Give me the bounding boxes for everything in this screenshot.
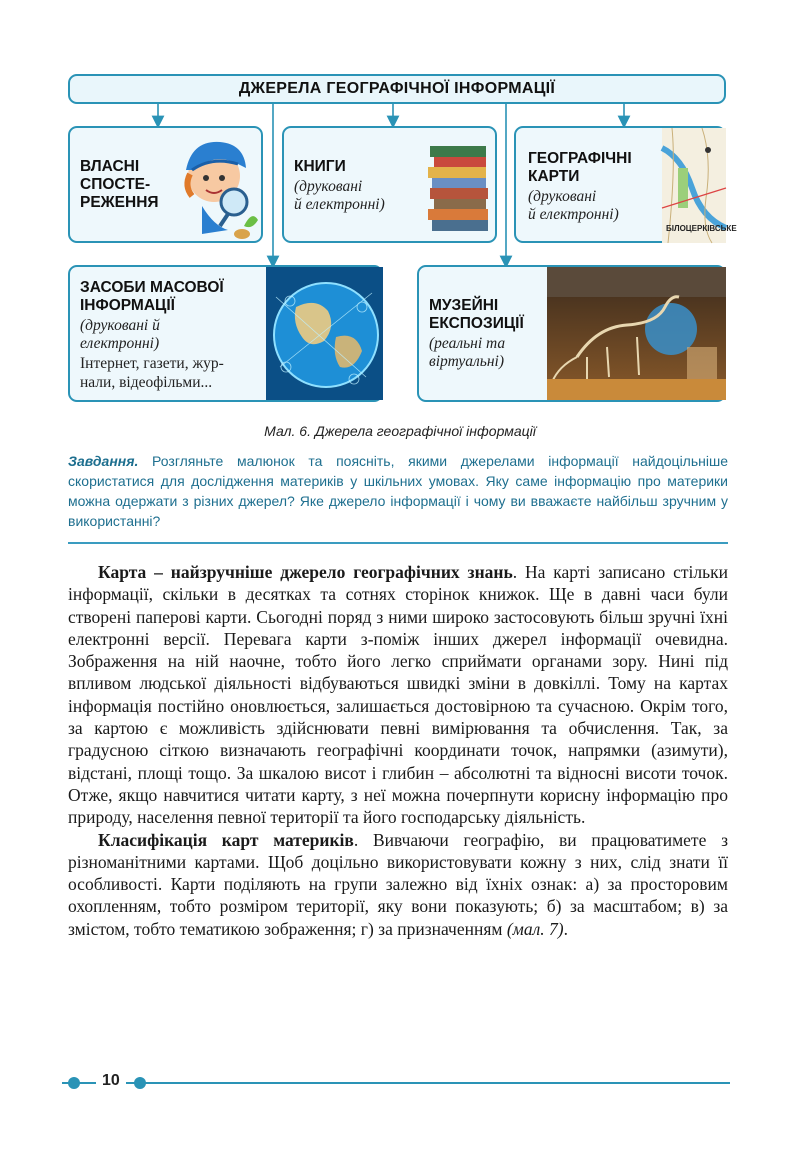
box-museum-label: МУЗЕЙНІ ЕКСПОЗИЦІЇ: [429, 297, 524, 332]
box-observations-label: ВЛАСНІ СПОСТЕ- РЕЖЕННЯ: [80, 158, 159, 211]
child-with-magnifier-illustration: [172, 130, 262, 240]
figure-caption: Мал. 6. Джерела географічної інформації: [264, 423, 536, 439]
task-paragraph: [68, 451, 728, 531]
footer-line: [62, 1082, 730, 1084]
paragraph-classification-text: . Вивчаючи географію, ви працюватимете з різноманітними картами. Щоб доцільно використовувати кожну з них, слід знати її особливості. Карти поділяють на групи залежно від їхніх ознак: а) за просторовим охопленням, тобто розміром території, яку вони показують; б) за масштабом; в) за змістом, тобто тематикою зображення; г) за призначенням: [68, 829, 728, 939]
paragraph-map-heading: Карта – найзручніше джерело географічних знань: [98, 562, 513, 582]
main-text: [68, 561, 728, 940]
page-number: 10: [96, 1072, 126, 1090]
box-books: [282, 126, 497, 243]
museum-dinosaur-illustration: [547, 267, 726, 400]
box-books-sub: (друковані й електронні): [294, 178, 385, 213]
paragraph-map: [68, 561, 728, 829]
box-maps: [514, 126, 737, 243]
books-stack-illustration: [424, 138, 494, 238]
figure-reference: (мал. 7): [506, 918, 564, 939]
box-books-label: КНИГИ: [294, 158, 346, 175]
box-observations: [68, 126, 263, 243]
box-museum-sub: (реальні та віртуальні): [429, 335, 506, 370]
section-divider: [68, 542, 728, 544]
paragraph-classification-end: .: [563, 918, 568, 939]
map-place-name: БІЛОЦЕРКІВСЬКЕ: [666, 224, 737, 233]
box-media: [68, 265, 383, 402]
task-text: Розгляньте малюнок та поясніть, якими джерелами інформації найдоцільніше скористатися для дослідження материків у шкільних умовах. Яку саме інформацію про материки можна одержати з різних джерел? Яке джерело інформації і чому ви вважаєте найбільш зручним у використанні?: [68, 453, 728, 529]
paragraph-map-text: . На карті записано стільки інформації, скільки в десятках та сотнях сторінок книжок. Ще в давні часи були створені паперові карти. Сьогодні поряд з ними широко застосовують більш зручні їхні електронні версії. Перевага карти з-поміж інших джерел інформації очевидна. Зображення на ній наочне, тобто його легко сприймати органами зору. Нині під впливом людської діяльності відбуваються швидкі зміни в довкіллі. Тому на картах інформація постійно оновлюється, залишається достовірною та сучасною. Окрім того, за картою є можливість здійснювати певні вимірювання та обчислення. Так, за градусною сіткою визначають географічні координати точок, напрямки (азимути), відстані, площі тощо. За шкалою висот і глибин – абсолютні та відносні висоти точок. Отже, якщо навчитися читати карту, з неї можна почерпнути корисну інформацію про природу, населення певної території та його господарську діяльність.: [68, 562, 728, 828]
box-media-sub: (друковані й електронні): [80, 317, 160, 352]
box-media-label: ЗАСОБИ МАСОВОЇ ІНФОРМАЦІЇ: [80, 279, 224, 314]
box-maps-label: ГЕОГРАФІЧНІ КАРТИ: [528, 150, 632, 185]
digital-globe-illustration: [266, 267, 383, 400]
paragraph-classification: [68, 829, 728, 940]
box-museum: [417, 265, 726, 402]
task-label: Завдання.: [68, 453, 139, 469]
paragraph-classification-heading: Класифікація карт материків: [98, 829, 354, 850]
box-media-extra: Інтернет, газети, жур- нали, відеофільми...: [80, 355, 224, 391]
diagram-title: ДЖЕРЕЛА ГЕОГРАФІЧНОЇ ІНФОРМАЦІЇ: [68, 74, 726, 104]
box-maps-sub: (друковані й електронні): [528, 188, 619, 223]
